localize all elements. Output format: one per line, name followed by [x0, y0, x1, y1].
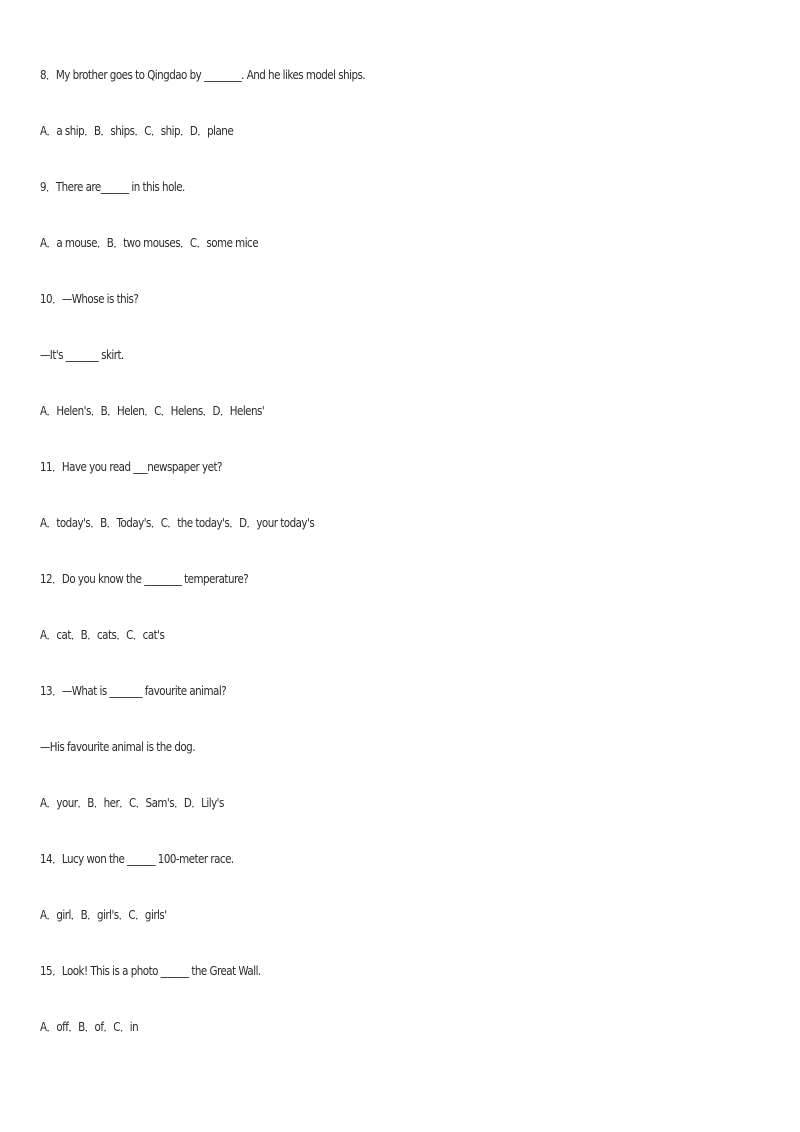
options-question-10: A．Helen's．B．Helen．C．Helens．D．Helens': [40, 404, 265, 418]
question-14: 14．Lucy won the ______ 100-meter race.: [40, 852, 234, 866]
question-15: 15．Look! This is a photo ______ the Great Wall.: [40, 964, 261, 978]
options-question-14: A．girl．B．girl's．C．girls': [40, 908, 167, 922]
options-question-11: A．today's．B．Today's．C．the today's．D．your today's: [40, 516, 315, 530]
options-question-12: A．cat．B．cats．C．cat's: [40, 628, 165, 642]
question-11: 11．Have you read ___newspaper yet?: [40, 460, 222, 474]
question-12: 12．Do you know the ________ temperature?: [40, 572, 249, 586]
question-13: 13．—What is _______ favourite animal?: [40, 684, 227, 698]
question-9: 9．There are______ in this hole.: [40, 180, 185, 194]
question-10: 10．—Whose is this?: [40, 292, 139, 306]
options-question-15: A．off．B．of．C．in: [40, 1020, 139, 1034]
question-13-reply: —His favourite animal is the dog.: [40, 740, 195, 754]
question-8: 8．My brother goes to Qingdao by ________. And he likes model ships.: [40, 68, 366, 82]
options-question-8: A．a ship．B．ships．C．ship．D．plane: [40, 124, 234, 138]
options-question-9: A．a mouse．B．two mouses．C．some mice: [40, 236, 259, 250]
options-question-13: A．your．B．her．C．Sam's．D．Lily's: [40, 796, 224, 810]
question-10-reply: —It's _______ skirt.: [40, 348, 124, 362]
